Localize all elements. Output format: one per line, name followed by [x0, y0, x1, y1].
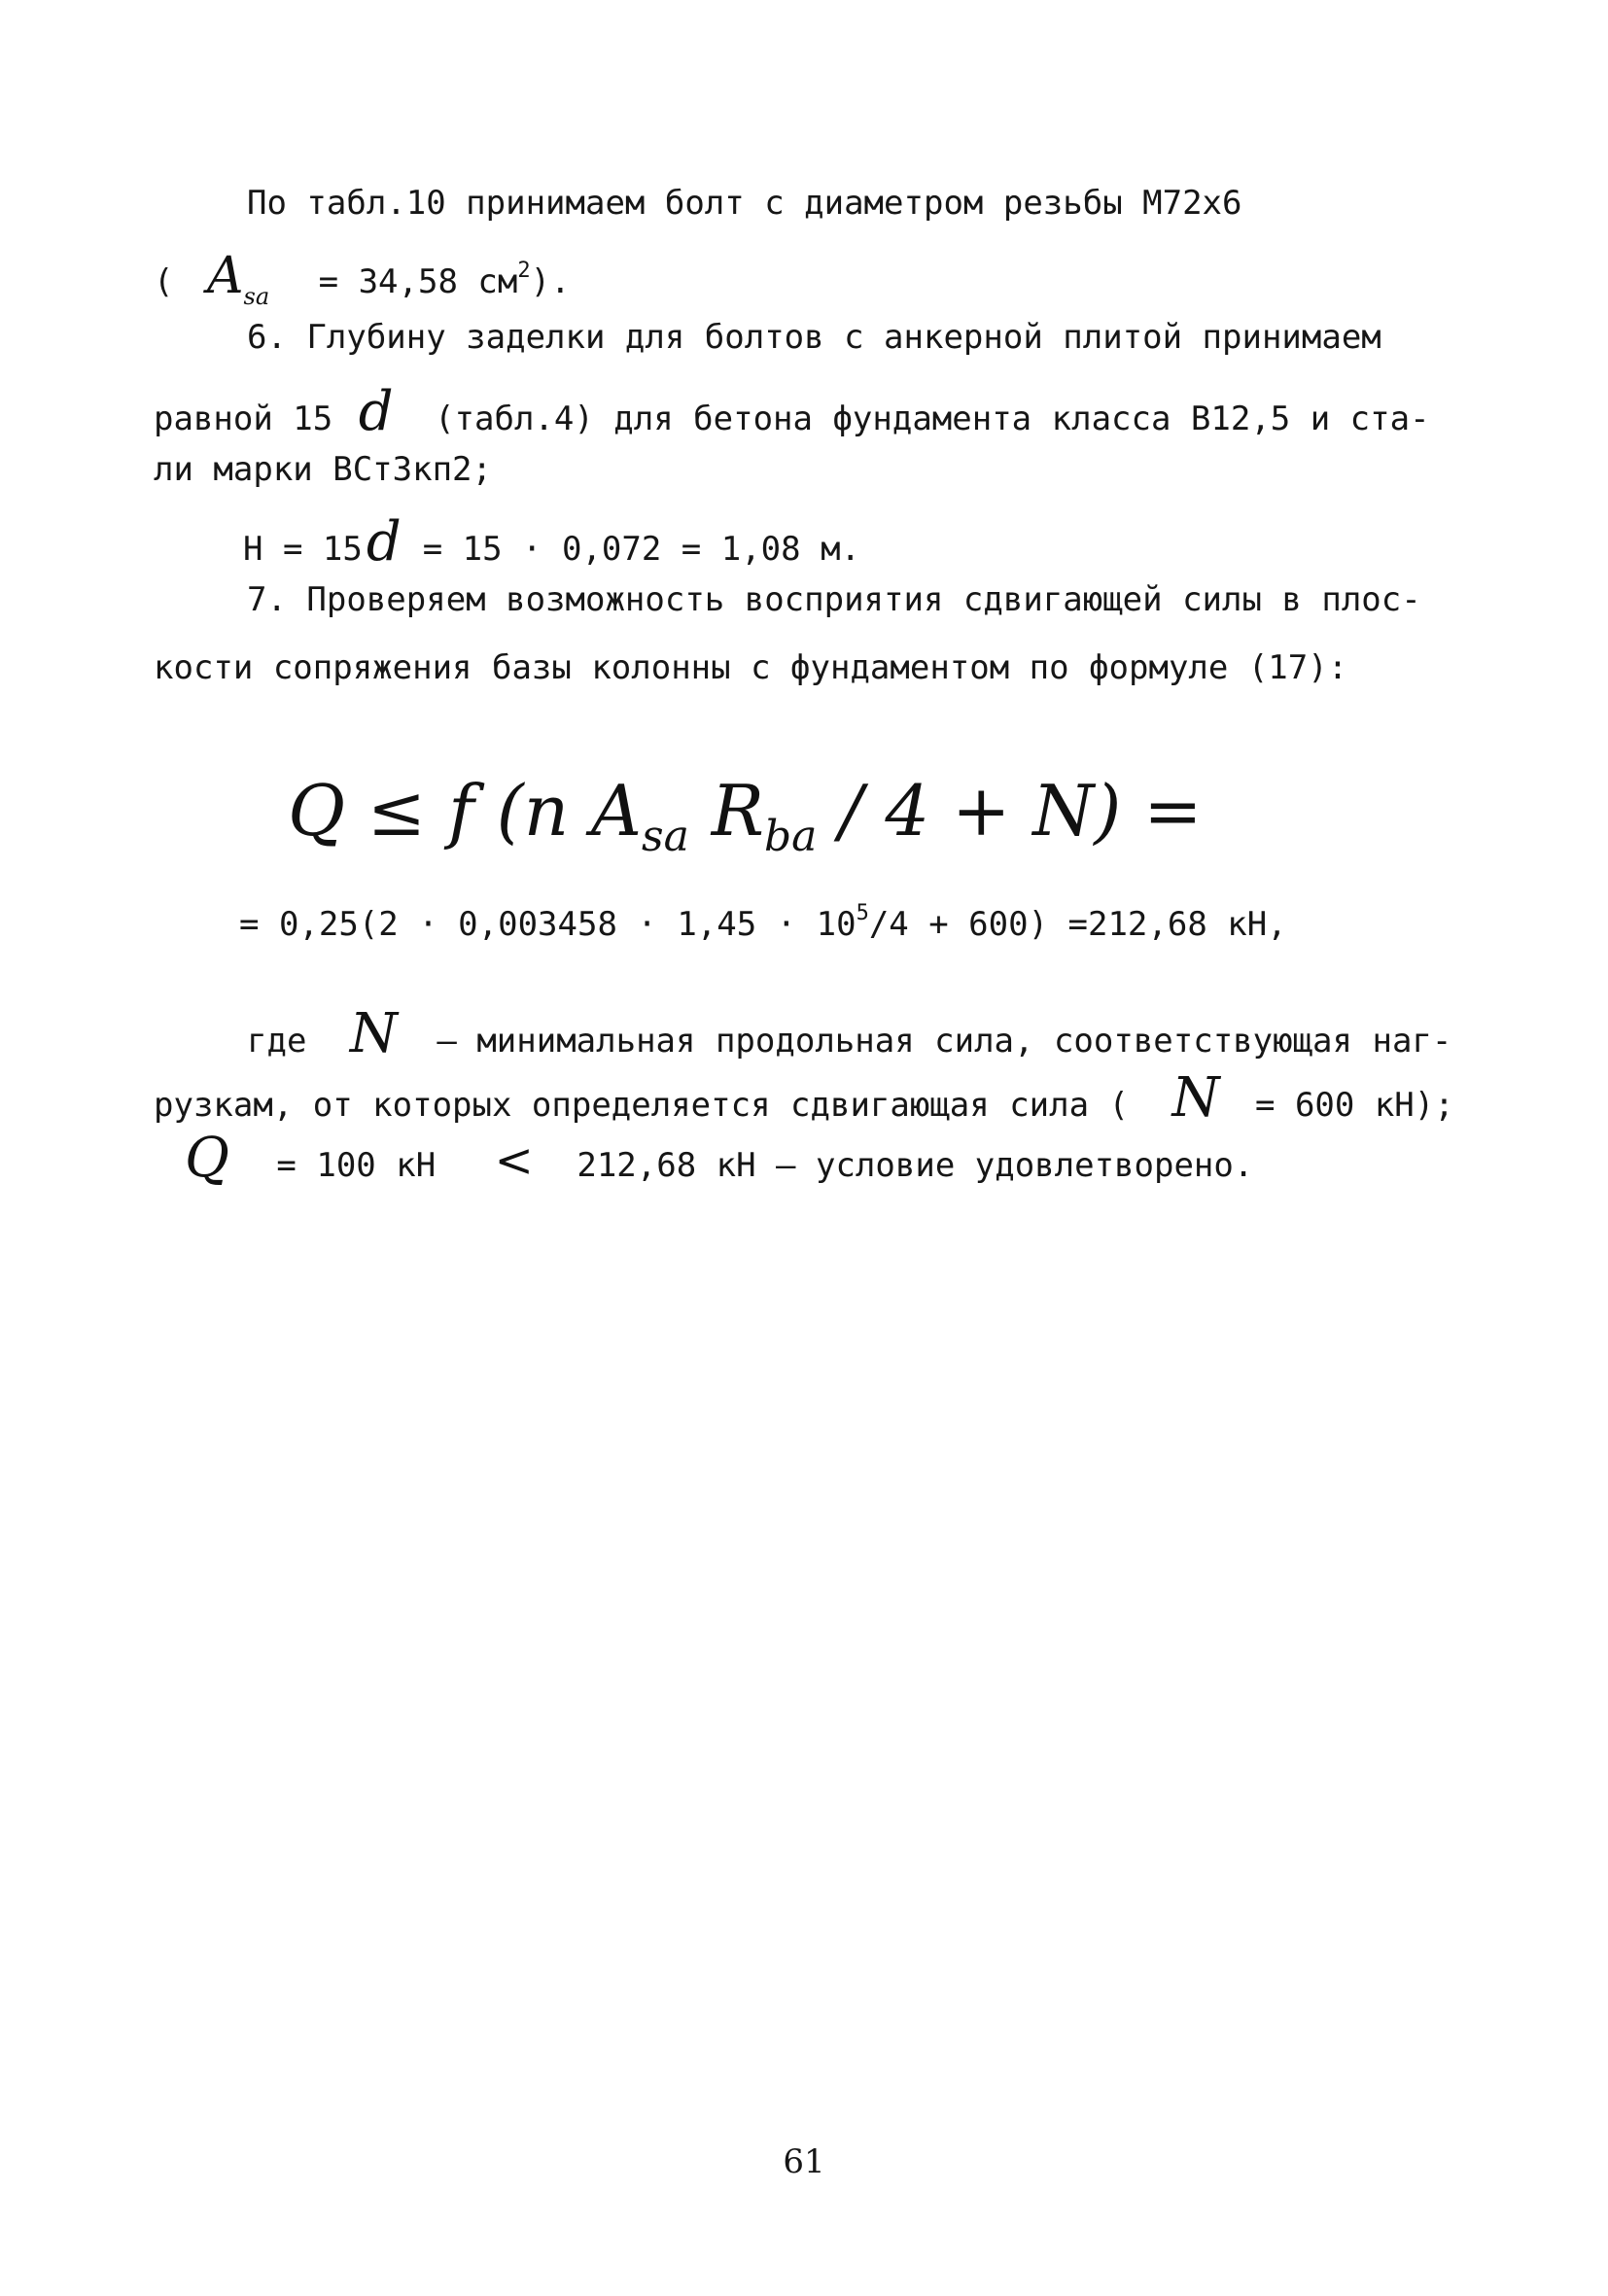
line-6-post: = 15 · 0,072 = 1,08 м.: [422, 530, 861, 569]
shear-force-value: = 100 кН: [276, 1146, 437, 1185]
line-5-text: ли марки ВСт3кп2;: [154, 450, 492, 489]
line-1-text: По табл.10 принимаем болт с диаметром резьбы М72х6: [247, 184, 1242, 223]
text-line-12: [185, 1127, 1254, 1190]
line-12-post: 212,68 кН – условие удовлетворено.: [577, 1146, 1254, 1185]
close-paren: ).: [530, 262, 571, 301]
line-11-pre: рузкам, от которых определяется сдвигающая сила (: [154, 1086, 1130, 1125]
formula-part-1: Q ≤ f (n A: [288, 770, 643, 852]
text-line-7: [247, 580, 1421, 619]
text-line-5: [154, 450, 492, 489]
handwritten-symbol-d: d: [358, 380, 394, 443]
line-10-pre: где: [247, 1022, 307, 1061]
formula-subscript-ba: ba: [763, 812, 818, 861]
line-6-pre: H = 15: [243, 530, 363, 569]
calc-exponent: 5: [856, 901, 869, 925]
calc-post: /4 + 600) =212,68 кН,: [868, 905, 1287, 944]
line-3-text: 6. Глубину заделки для болтов с анкерной плитой принимаем: [247, 318, 1381, 357]
open-paren: (: [154, 262, 174, 301]
formula-subscript-sa: sa: [642, 812, 689, 861]
text-line-8: [154, 648, 1348, 687]
text-line-9: [239, 901, 1287, 944]
text-line-1: [247, 184, 1242, 223]
page-number: 61: [783, 2142, 825, 2181]
handwritten-symbol-n: N: [1171, 1066, 1220, 1130]
text-line-10: [247, 1002, 1452, 1065]
area-value: = 34,58 см: [318, 262, 518, 301]
handwritten-formula: [288, 770, 1203, 861]
line-10-post: – минимальная продольная сила, соответствующая наг-: [437, 1022, 1452, 1061]
line-8-text: кости сопряжения базы колонны с фундаментом по формуле (17):: [154, 648, 1348, 687]
text-line-4: [154, 380, 1430, 443]
formula-part-2: R: [688, 770, 764, 852]
line-4-pre: равной 15: [154, 400, 333, 438]
text-line-3: [247, 318, 1381, 357]
handwritten-symbol-q: Q: [185, 1127, 229, 1190]
area-unit-exponent: 2: [517, 259, 531, 283]
line-11-post: = 600 кН);: [1255, 1086, 1454, 1125]
text-line-6: [243, 510, 861, 574]
line-7-text: 7. Проверяем возможность восприятия сдвигающей силы в плос-: [247, 580, 1421, 619]
line-4-post: (табл.4) для бетона фундамента класса В12,5 и ста-: [435, 400, 1430, 438]
text-line-11: [154, 1066, 1454, 1130]
formula-part-3: / 4 + N) =: [817, 770, 1203, 852]
handwritten-symbol-a: A: [206, 247, 244, 305]
calc-pre: = 0,25(2 · 0,003458 · 1,45 · 10: [239, 905, 856, 944]
handwritten-subscript-sa: sa: [243, 283, 270, 310]
handwritten-symbol-n: N: [349, 1002, 398, 1065]
handwritten-less-than: <: [494, 1133, 534, 1188]
text-line-2: [154, 247, 571, 310]
handwritten-symbol-d: d: [366, 510, 402, 574]
